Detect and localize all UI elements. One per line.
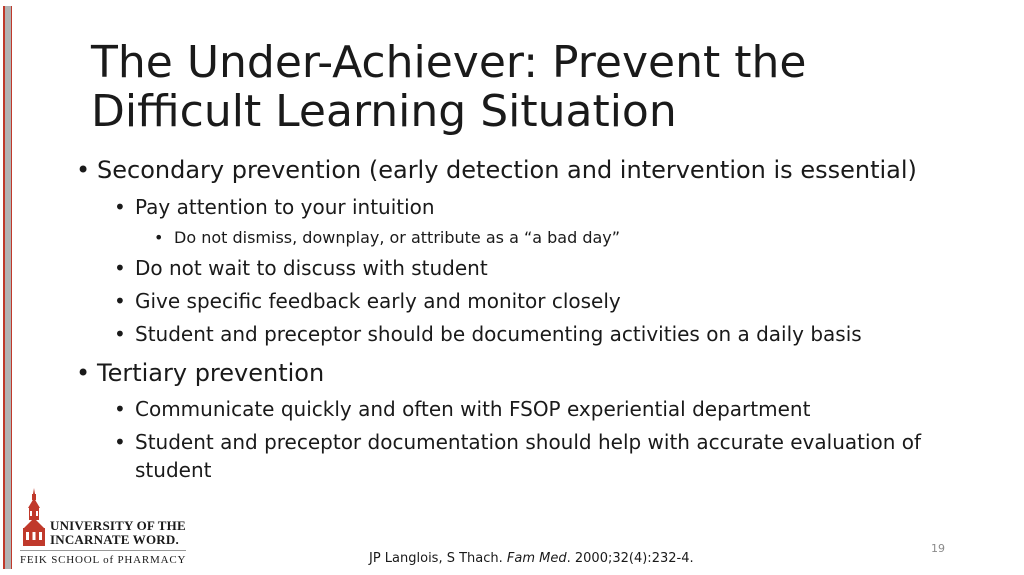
bullet-dot: • [114,430,126,454]
university-logo [20,488,190,568]
logo-divider [20,550,186,551]
citation-details: . 2000;32(4):232-4. [566,551,694,566]
logo-incarnate-line: INCARNATE WORD. [50,532,179,547]
page-number: 19 [931,542,945,555]
bullet-item [154,228,620,247]
bullet-text: Communicate quickly and often with FSOP experiential department [135,397,811,421]
bullet-item [76,359,324,387]
bullet-item [114,397,810,421]
logo-university-line: UNIVERSITY OF THE [50,518,186,533]
bullet-text: Pay attention to your intuition [135,195,435,219]
bullet-item [76,156,917,184]
bullet-dot: • [114,289,126,313]
bullet-text: Do not dismiss, downplay, or attribute as a “a bad day” [174,228,621,247]
bullet-dot: • [114,397,126,421]
bullet-continuation [135,458,211,482]
title-line-2: Difficult Learning Situation [91,86,677,137]
bullet-text: Tertiary prevention [97,359,325,387]
bullet-dot: • [114,256,126,280]
bullet-text: Student and preceptor should be documenting activities on a daily basis [135,322,862,346]
title-line-1: The Under-Achiever: Prevent the [91,37,807,88]
bullet-item [114,430,921,454]
bullet-dot: • [154,228,164,247]
bullet-item [114,289,621,313]
bullet-text: Student and preceptor documentation should help with accurate evaluation of [135,430,922,454]
bullet-item [114,256,488,280]
bullet-item [114,322,862,346]
bullet-text: Secondary prevention (early detection and intervention is essential) [97,156,917,184]
bullet-dot: • [76,156,91,184]
logo-school-line: FEIK SCHOOL of PHARMACY [20,554,187,566]
bullet-text: Give specific feedback early and monitor closely [135,289,621,313]
bullet-text: Do not wait to discuss with student [135,256,488,280]
bullet-text: student [135,458,212,482]
slide-title [91,38,951,136]
left-accent-bar [3,6,12,569]
citation-journal: Fam Med [506,551,567,566]
bullet-dot: • [76,359,91,387]
bullet-item [114,195,435,219]
bullet-dot: • [114,195,126,219]
bullet-dot: • [114,322,126,346]
citation [369,551,694,566]
tower-icon [20,488,48,548]
citation-authors: JP Langlois, S Thach. [369,551,507,566]
